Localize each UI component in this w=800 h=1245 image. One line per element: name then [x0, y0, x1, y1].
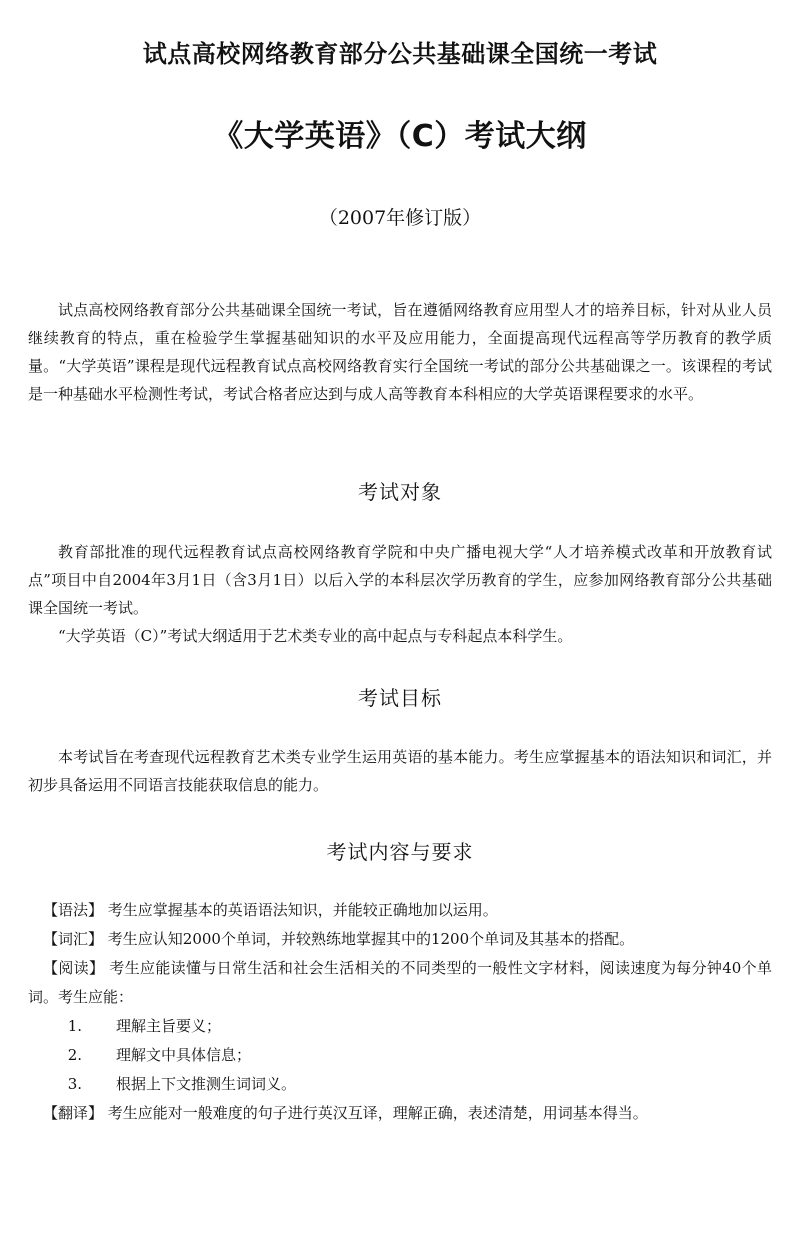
requirement-grammar: [28, 896, 772, 925]
requirement-tag: 【阅读】: [43, 959, 105, 977]
requirement-text: 考生应掌握基本的英语语法知识，并能较正确地加以运用。: [107, 901, 498, 919]
section-title-exam-goal: 考试目标: [358, 686, 442, 710]
requirement-vocabulary: [28, 925, 772, 954]
requirement-tag: 【语法】: [43, 901, 104, 919]
requirement-text: 考生应认知2000个单词，并较熟练地掌握其中的1200个单词及其基本的搭配。: [107, 930, 635, 948]
requirement-text: 考生应能读懂与日常生活和社会生活相关的不同类型的一般性文字材料，阅读速度为每分钟40个单词。考生应能：: [28, 959, 772, 1006]
requirement-tag: 【翻译】: [43, 1104, 104, 1122]
list-item-text: 根据上下文推测生词词义。: [116, 1075, 297, 1093]
list-item: [28, 1041, 772, 1070]
intro-paragraph: 试点高校网络教育部分公共基础课全国统一考试，旨在遵循网络教育应用型人才的培养目标，针对从业人员继续教育的特点，重在检验学生掌握基础知识的水平及应用能力，全面提高现代远程高等学历教育的教学质量。“大学英语”课程是现代远程教育试点高校网络教育实行全国统一考试的部分公共基础课之一。该课程的考试是一种基础水平检测性考试，考试合格者应达到与成人高等教育本科相应的大学英语课程要求的水平。: [28, 301, 772, 403]
section-body-exam-target: [28, 538, 772, 650]
list-item: [28, 1012, 772, 1041]
list-item-number: 3.: [67, 1075, 82, 1093]
requirements-list: [28, 896, 772, 1128]
edition-note: （2007年修订版）: [318, 207, 482, 229]
section-title-content-requirements: 考试内容与要求: [326, 840, 474, 864]
list-item-number: 2.: [67, 1046, 82, 1064]
list-item: [28, 1070, 772, 1099]
paragraph: 教育部批准的现代远程教育试点高校网络教育学院和中央广播电视大学“人才培养模式改革和开放教育试点”项目中自2004年3月1日（含3月1日）以后入学的本科层次学历教育的学生，应参加网络教育部分公共基础课全国统一考试。: [28, 543, 772, 617]
requirement-translation: [28, 1099, 772, 1128]
paragraph: 本考试旨在考查现代远程教育艺术类专业学生运用英语的基本能力。考生应掌握基本的语法知识和词汇，并初步具备运用不同语言技能获取信息的能力。: [28, 748, 772, 794]
section-title-exam-target: 考试对象: [358, 480, 442, 504]
document-title-line-2: 《大学英语》（C）考试大纲: [213, 119, 587, 154]
list-item-number: 1.: [67, 1017, 82, 1035]
document-title-line-1: 试点高校网络教育部分公共基础课全国统一考试: [142, 40, 658, 68]
paragraph: “大学英语（C）”考试大纲适用于艺术类专业的高中起点与专科起点本科学生。: [58, 627, 573, 645]
list-item-text: 理解文中具体信息；: [116, 1046, 252, 1064]
requirement-text: 考生应能对一般难度的句子进行英汉互译，理解正确，表述清楚，用词基本得当。: [107, 1104, 648, 1122]
requirement-reading: [28, 954, 772, 1012]
requirement-tag: 【词汇】: [43, 930, 104, 948]
section-body-exam-goal: [28, 743, 772, 799]
list-item-text: 理解主旨要义；: [116, 1017, 222, 1035]
